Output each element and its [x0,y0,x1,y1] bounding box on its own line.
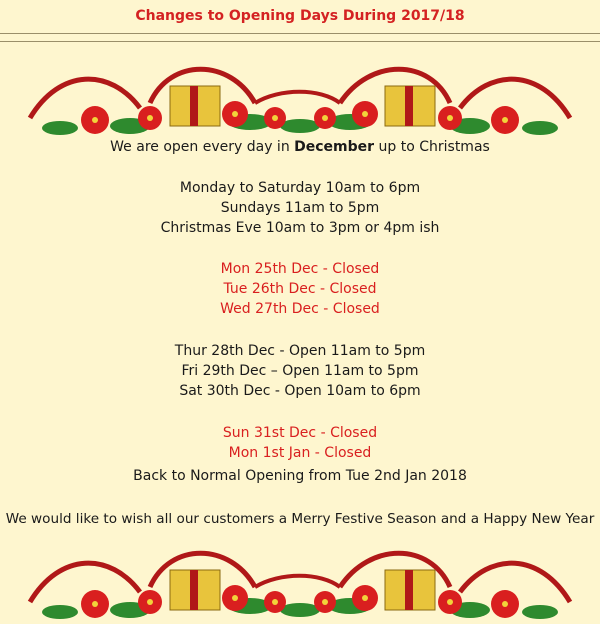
closed-line: Wed 27th Dec - Closed [220,301,380,317]
intro-post: up to Christmas [374,139,490,155]
open-line: Sat 30th Dec - Open 10am to 6pm [179,383,421,399]
intro-month: December [294,139,375,155]
christmas-garland-top [0,48,600,140]
intro-pre: We are open every day in [110,139,295,155]
garland-art [30,69,570,135]
christmas-garland-bottom [0,532,600,624]
hours-line: Sundays 11am to 5pm [220,200,380,216]
page-title: Changes to Opening Days During 2017/18 [135,8,465,24]
divider-bottom [0,41,600,42]
closed-line: Tue 26th Dec - Closed [223,281,377,297]
hours-line: Christmas Eve 10am to 3pm or 4pm ish [160,220,440,236]
open-line: Thur 28th Dec - Open 11am to 5pm [174,343,426,359]
back-to-normal-line: Back to Normal Opening from Tue 2nd Jan 2018 [133,468,467,484]
intro-line [0,137,600,157]
open-line: Fri 29th Dec – Open 11am to 5pm [181,363,419,379]
closed-line: Mon 25th Dec - Closed [220,261,380,277]
closed-line: Sun 31st Dec - Closed [222,425,378,441]
wishes-line: We would like to wish all our customers a Merry Festive Season and a Happy New Year [5,511,595,527]
garland-art [30,553,570,619]
closed-line: Mon 1st Jan - Closed [228,445,372,461]
divider-top [0,33,600,34]
hours-line: Monday to Saturday 10am to 6pm [179,180,421,196]
